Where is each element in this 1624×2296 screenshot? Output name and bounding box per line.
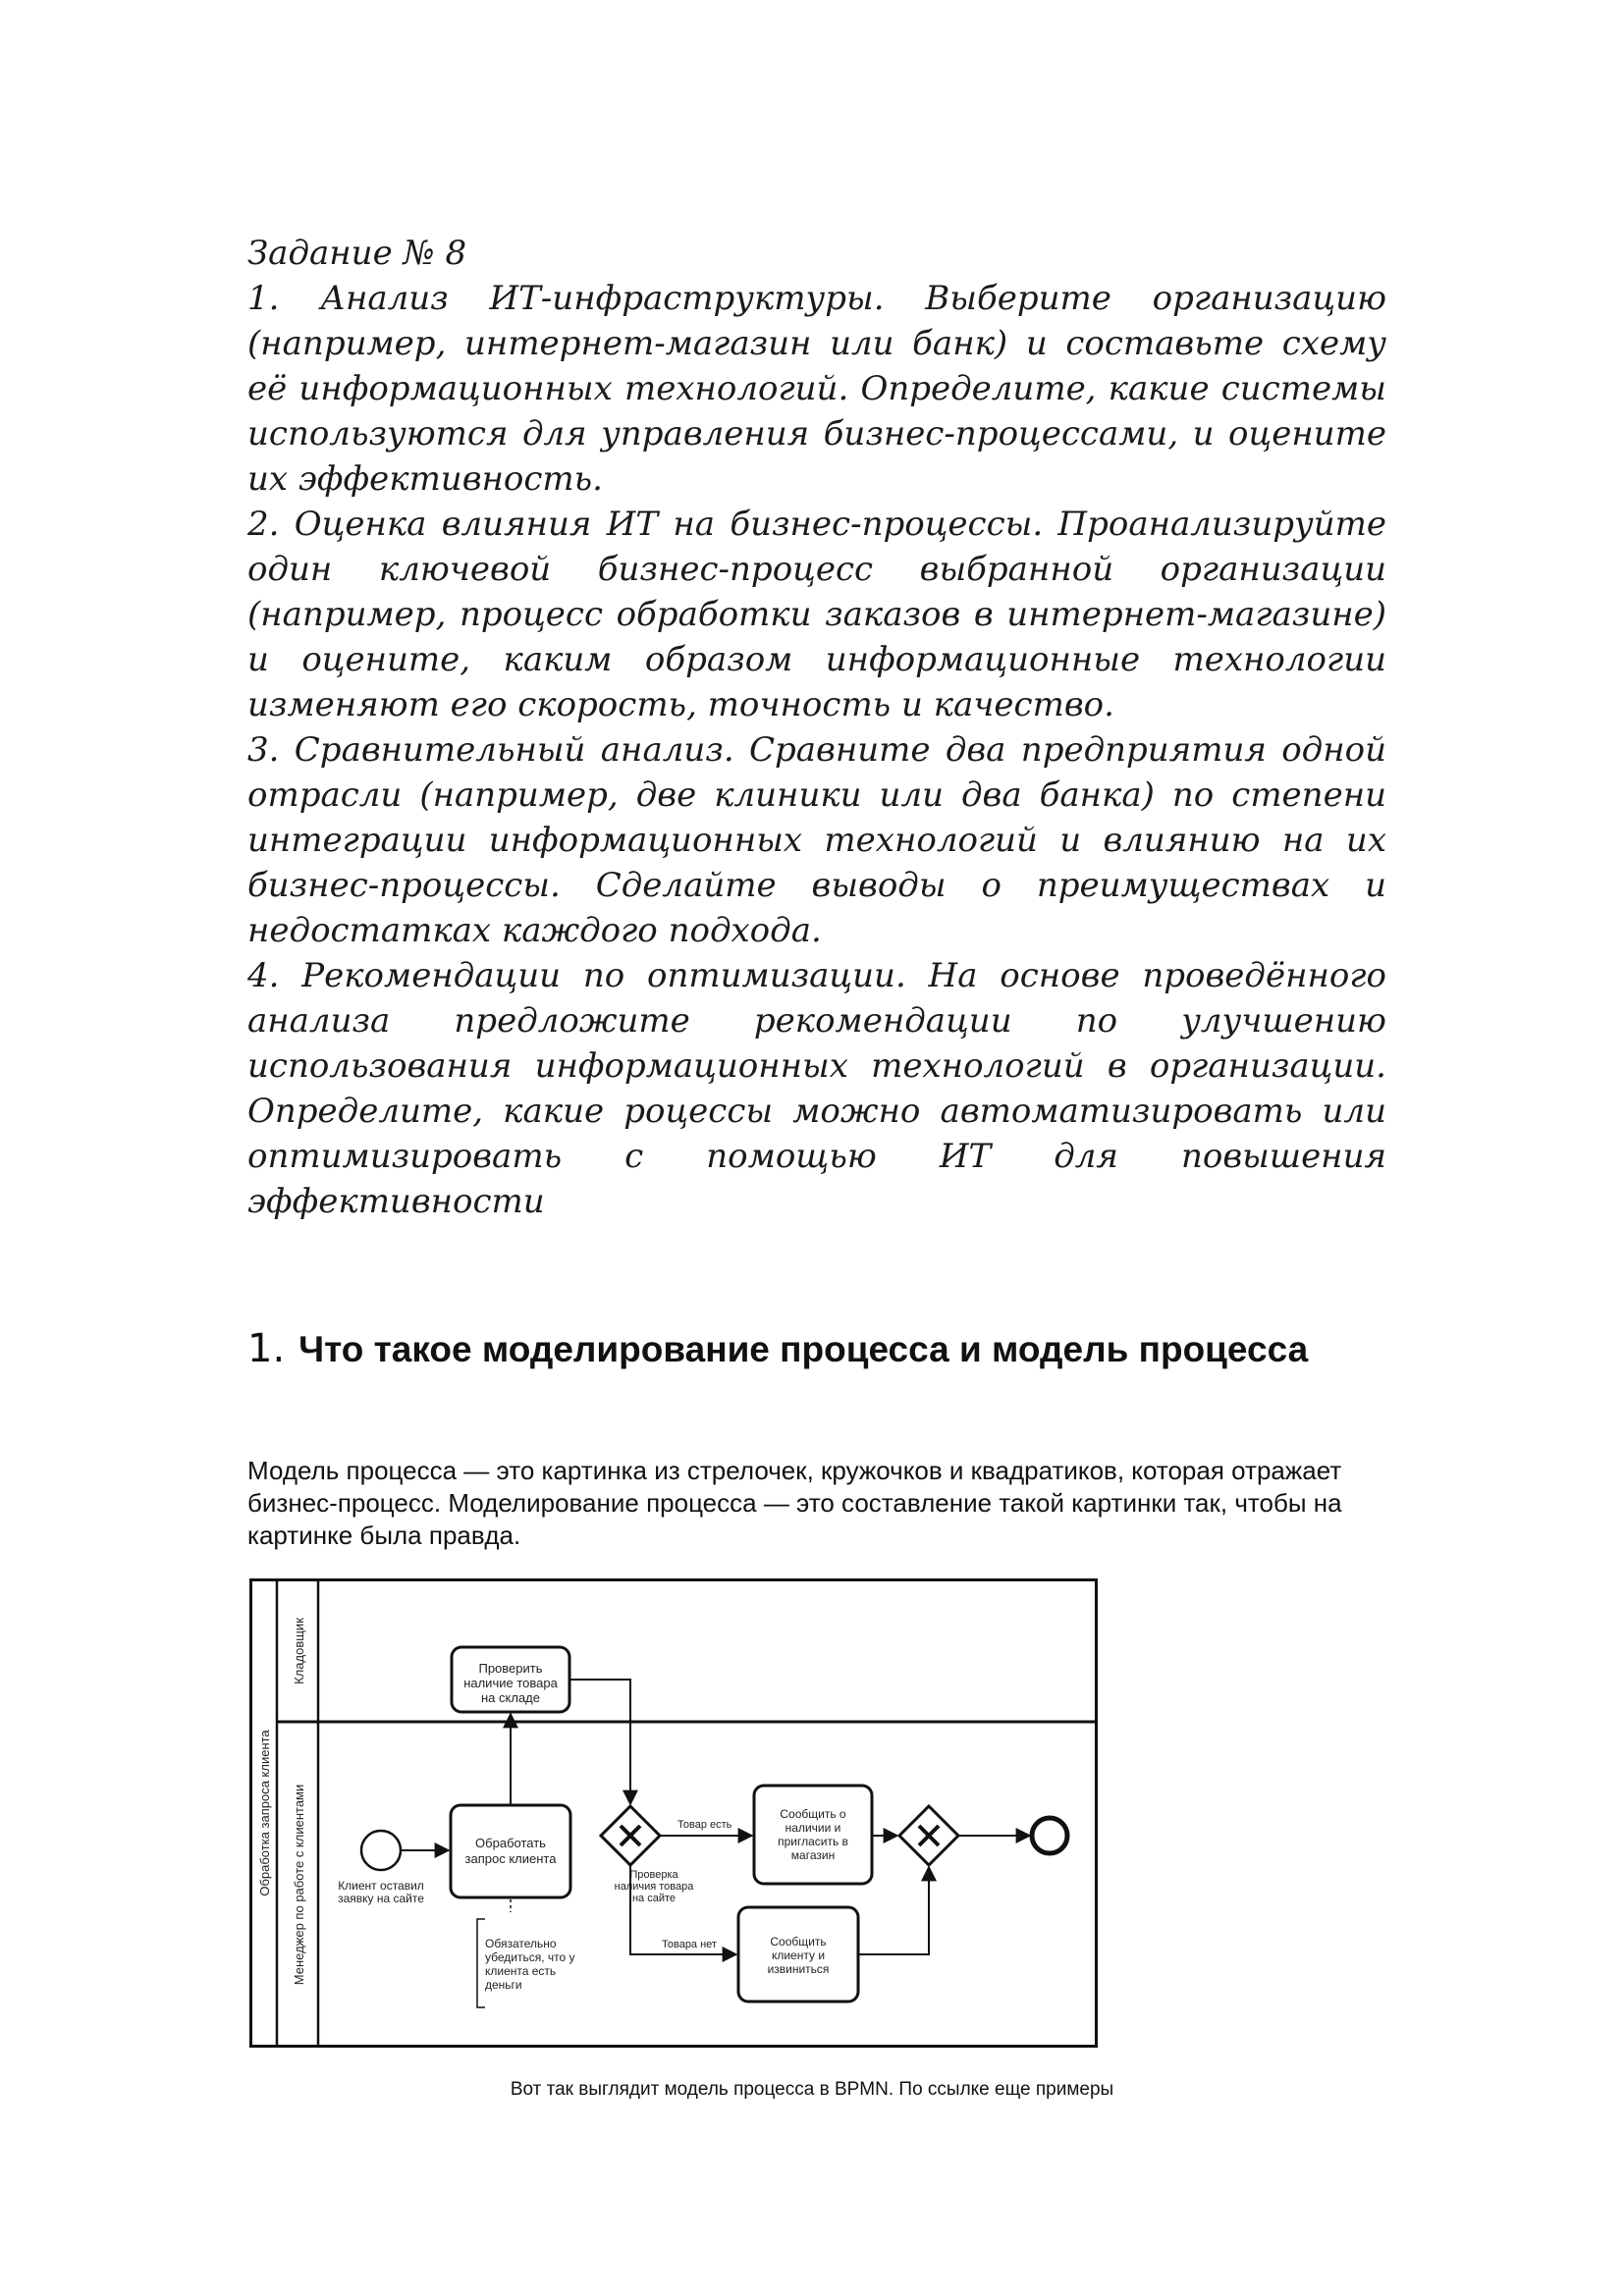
svg-text:Обработать: Обработать [475,1836,546,1850]
task-item-1: 1. Анализ ИТ-инфраструктуры. Выберите организацию (например, интернет-магазин или банк) и составьте схему её информационных технологий. Определите, какие системы используются для управления бизнес-процессами, и оцените их эффективность. [247,279,1386,499]
section-heading [247,1323,1367,1375]
task-item-2: 2. Оценка влияния ИТ на бизнес-процессы. Проанализируйте один ключевой бизнес-процесс выбранной организации (например, процесс обработки заказов в интернет-магазине) и оцените, каким образом информационные технологии изменяют его скорость, точность и качество. [247,505,1386,724]
text-annotation [477,1899,575,2007]
svg-text:наличия товара: наличия товара [614,1881,694,1893]
section-title-text: Что такое моделирование процесса и модель процесса [298,1329,1309,1369]
svg-text:убедиться, что у: убедиться, что у [485,1950,575,1964]
start-event-label [338,1879,424,1905]
task-apologize [738,1907,858,2002]
task-notify-client [754,1786,872,1884]
task-item-3: 3. Сравнительный анализ. Сравните два предприятия одной отрасли (например, две клиники или два банка) по степени интеграции информационных технологий и влиянию на их бизнес-процессы. Сделайте выводы о преимуществах и недостатках каждого подхода. [247,730,1386,950]
svg-text:заявку на сайте: заявку на сайте [338,1892,424,1905]
svg-text:Обязательно: Обязательно [485,1937,557,1950]
svg-text:Сообщить о: Сообщить о [780,1807,846,1821]
svg-text:запрос клиента: запрос клиента [464,1851,557,1866]
svg-text:наличии и: наличии и [785,1821,841,1835]
task-title: Задание № 8 [247,234,467,273]
start-event [361,1831,401,1870]
lane-top-label: Кладовщик [292,1618,306,1684]
pool-frame [251,1580,1097,2047]
svg-text:клиенту и: клиенту и [771,1949,826,1962]
figure-caption: Вот так выглядит модель процесса в BPMN. По ссылке еще примеры [510,2079,1114,2100]
bpmn-diagram [249,1578,1098,2048]
svg-text:Клиент оставил: Клиент оставил [338,1879,424,1893]
section-number: 1. [247,1326,286,1371]
svg-text:Проверить: Проверить [478,1661,543,1676]
svg-text:магазин: магазин [790,1848,836,1862]
svg-text:Сообщить: Сообщить [770,1935,827,1949]
end-event [1032,1818,1067,1853]
svg-text:извиниться: извиниться [767,1962,830,1976]
task-block [247,231,1386,1224]
flow-label-yes: Товар есть [677,1819,732,1831]
svg-text:клиента есть: клиента есть [485,1964,557,1978]
flow-label-no: Товара нет [662,1939,717,1950]
section-intro: Модель процесса — это картинка из стрелочек, кружочков и квадратиков, которая отражает бизнес-процесс. Моделирование процесса — это составление такой картинки так, чтобы на картинке была правда. [247,1456,1342,1550]
gateway-label [615,1869,695,1904]
exclusive-gateway-stock [601,1806,660,1865]
pool-label: Обработка запроса клиента [257,1730,272,1896]
task-process-request [451,1805,570,1897]
task-check-stock [452,1647,569,1712]
svg-text:наличие товара: наличие товара [463,1676,558,1690]
svg-text:пригласить в: пригласить в [778,1835,848,1848]
svg-text:деньги: деньги [485,1978,522,1992]
svg-text:на складе: на складе [481,1690,540,1705]
lane-bottom-label: Менеджер по работе с клиентами [292,1784,306,1986]
svg-text:на сайте: на сайте [631,1893,677,1904]
exclusive-gateway-merge [899,1806,958,1865]
task-item-4: 4. Рекомендации по оптимизации. На основе проведённого анализа предложите рекомендации по улучшению использования информационных технологий в организации. Определите, какие роцессы можно автоматизировать или оптимизировать с помощью ИТ для повышения эффективности [247,956,1386,1221]
svg-text:Проверка: Проверка [629,1869,678,1881]
